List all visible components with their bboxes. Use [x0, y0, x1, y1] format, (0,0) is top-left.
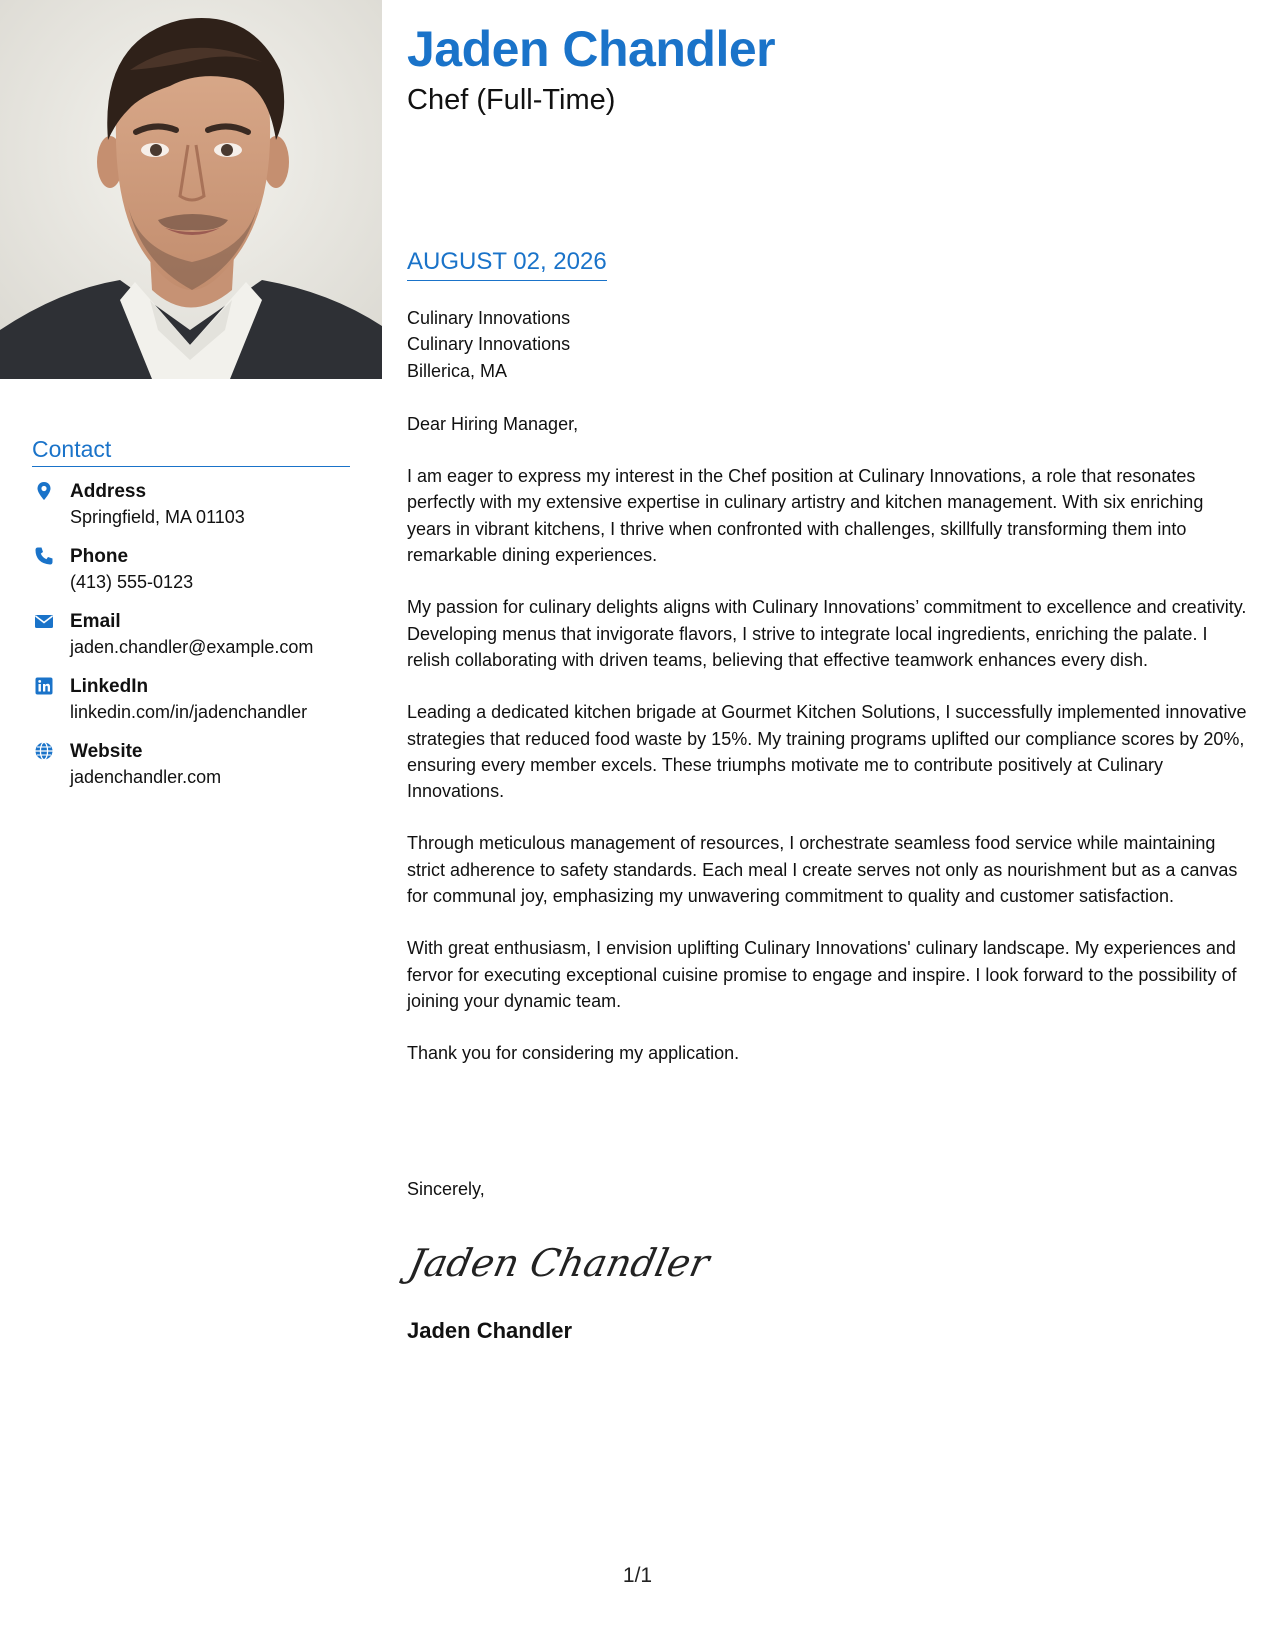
contact-value: (413) 555-0123: [70, 572, 194, 592]
linkedin-icon: [34, 676, 54, 696]
contact-label: Email: [70, 611, 121, 632]
closing: Sincerely,: [407, 1179, 485, 1199]
recipient-block: [407, 305, 1252, 384]
map-pin-icon: [34, 481, 54, 501]
contact-value: jaden.chandler@example.com: [70, 637, 314, 657]
letter-body: [407, 305, 1252, 1067]
contact-value: Springfield, MA 01103: [70, 507, 245, 527]
letter-paragraph: Through meticulous management of resources, I orchestrate seamless food service while maintaining strict adherence to safety standards. Each meal I create serves not only as nourishment but as a canvas for communal joy, emphasizing my unwavering commitment to quality and customer satisfaction.: [407, 833, 1238, 907]
recipient-line: Billerica, MA: [407, 360, 508, 381]
letter-date: AUGUST 02, 2026: [407, 248, 607, 281]
contact-item-linkedin: [32, 674, 350, 725]
contact-label: LinkedIn: [70, 676, 149, 697]
contact-section: [32, 436, 350, 804]
contact-item-address: [32, 479, 350, 530]
page-number: 1/1: [622, 1564, 653, 1587]
letter-paragraph: My passion for culinary delights aligns with Culinary Innovations’ commitment to excellence and creativity. Developing menus that invigorate flavors, I strive to integrate local ingredients, enriching the palate. I relish collaborating with driven teams, believing that effective teamwork enhances every dish.: [407, 597, 1247, 670]
candidate-name: Jaden Chandler: [407, 21, 776, 77]
letter-paragraph: Thank you for considering my application.: [407, 1043, 740, 1064]
contact-item-email: [32, 609, 350, 660]
recipient-line: Culinary Innovations: [407, 334, 571, 355]
contact-heading: Contact: [32, 436, 350, 467]
contact-list: [32, 479, 350, 790]
sidebar: [0, 0, 382, 1650]
phone-icon: [34, 546, 54, 566]
profile-photo: [0, 0, 382, 379]
job-title: Chef (Full-Time): [407, 84, 616, 116]
signature-image: [404, 1228, 714, 1303]
contact-item-phone: [32, 544, 350, 595]
globe-icon: [34, 741, 54, 761]
letter-paragraph: I am eager to express my interest in the Chef position at Culinary Innovations, a role that resonates perfectly with my extensive expertise in culinary artistry and kitchen management. With six enriching years in vibrant kitchens, I thrive when confronted with challenges, skillfully transforming them into remarkable dining experiences.: [407, 466, 1204, 566]
contact-item-website: [32, 739, 350, 790]
letter-paragraph: Leading a dedicated kitchen brigade at Gourmet Kitchen Solutions, I successfully implemented innovative strategies that reduced food waste by 15%. My training programs uplifted our compliance scores by 20%, ensuring every member excels. These triumphs motivate me to contribute positively at Culinary Innovations.: [407, 702, 1247, 802]
contact-label: Website: [70, 741, 143, 762]
contact-value: linkedin.com/in/jadenchandler: [70, 702, 308, 722]
recipient-line: Culinary Innovations: [407, 308, 571, 328]
envelope-icon: [34, 611, 54, 631]
signed-name: Jaden Chandler: [407, 1318, 573, 1343]
signature-text: Jaden Chandler: [404, 1241, 714, 1286]
salutation: Dear Hiring Manager,: [407, 413, 579, 434]
contact-value: jadenchandler.com: [70, 767, 222, 787]
contact-label: Address: [70, 481, 147, 502]
contact-label: Phone: [70, 546, 129, 567]
letter-paragraph: With great enthusiasm, I envision uplifting Culinary Innovations' culinary landscape. My experiences and fervor for executing exceptional cuisine promise to engage and inspire. I look forward to the possibility of joining your dynamic team.: [407, 938, 1237, 1011]
